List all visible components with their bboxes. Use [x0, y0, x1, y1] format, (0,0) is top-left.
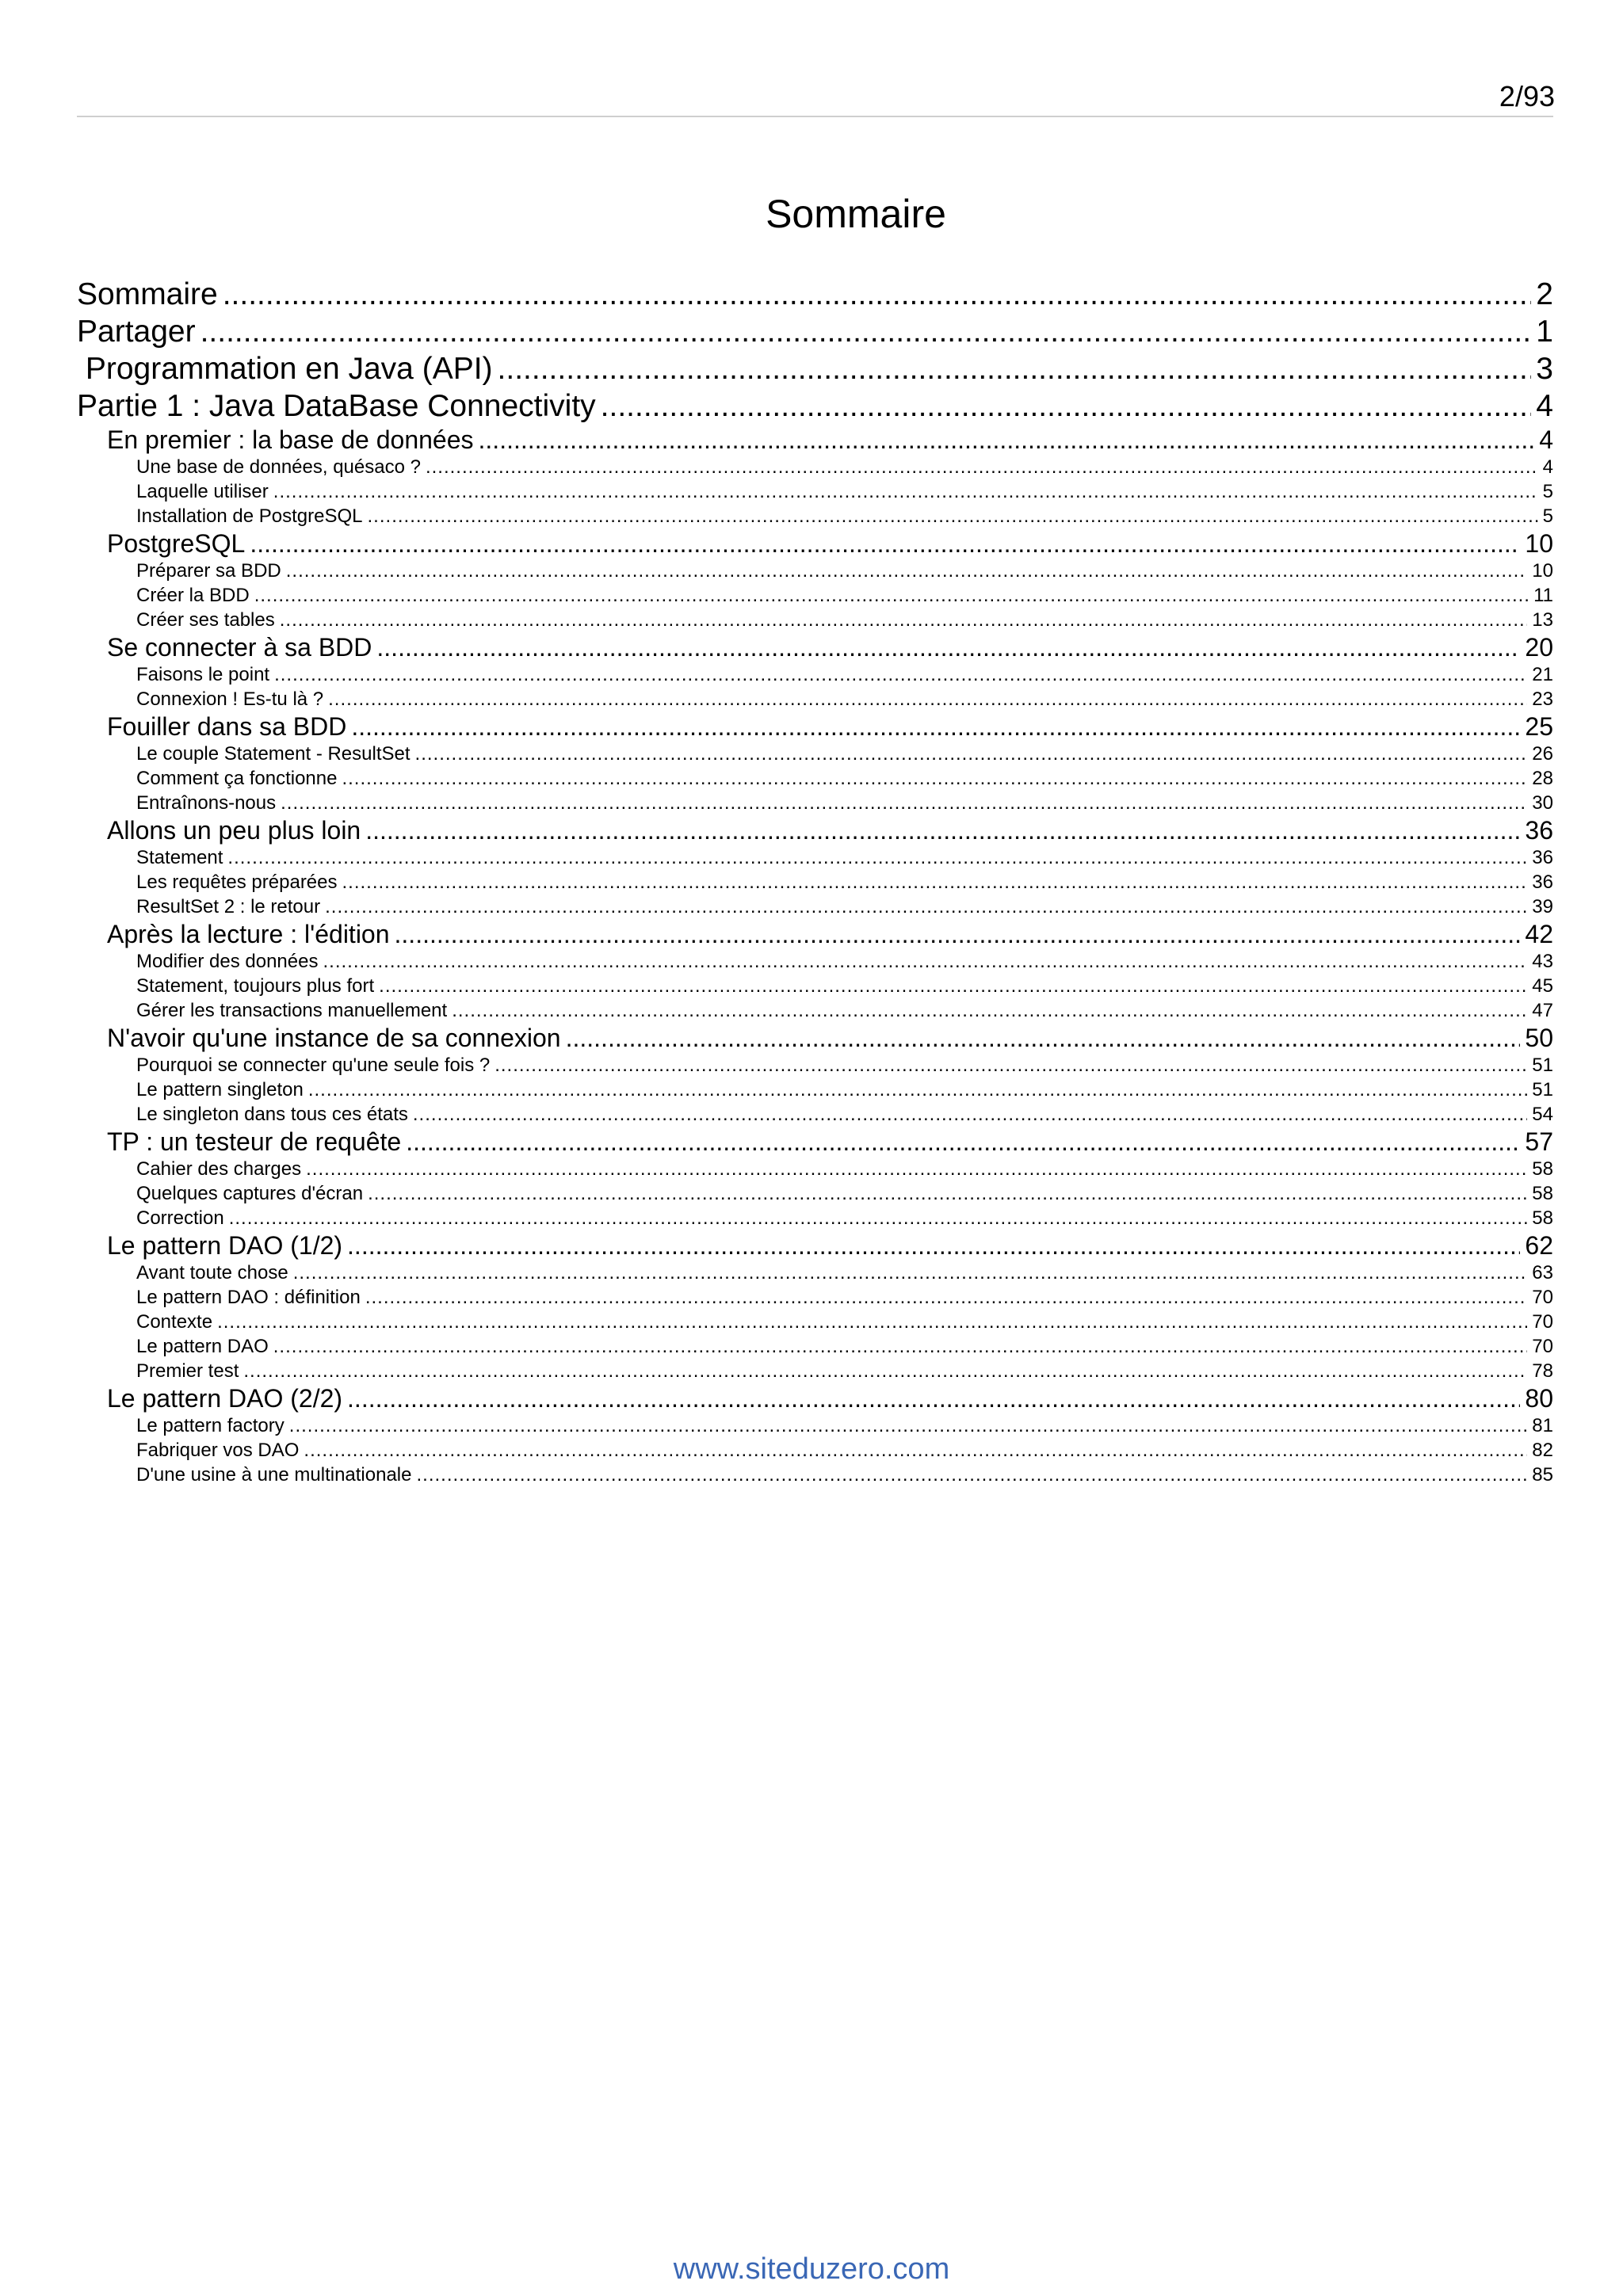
toc-entry-level-3[interactable] — [77, 1102, 1553, 1127]
toc-entry-level-1[interactable] — [77, 387, 1553, 425]
toc-entry-page-number: 36 — [1532, 847, 1553, 868]
toc-entry-label: Installation de PostgreSQL — [136, 505, 363, 527]
toc-entry-level-3[interactable] — [77, 998, 1553, 1023]
toc-entry-label: Laquelle utiliser — [136, 481, 269, 502]
toc-entry-label: Cahier des charges — [136, 1158, 302, 1180]
toc-entry-page-number: 81 — [1532, 1415, 1553, 1436]
toc-dot-leader — [426, 455, 1538, 479]
toc-dot-leader — [365, 1285, 1527, 1310]
toc-entry-page-number: 3 — [1536, 352, 1553, 386]
toc-dot-leader — [254, 583, 1529, 608]
toc-entry-level-3[interactable] — [77, 583, 1553, 608]
toc-entry-level-3[interactable] — [77, 559, 1553, 583]
toc-entry-level-3[interactable] — [77, 742, 1553, 766]
toc-dot-leader — [379, 974, 1527, 998]
toc-entry-level-3[interactable] — [77, 1310, 1553, 1334]
toc-entry-label: Créer ses tables — [136, 609, 275, 631]
toc-entry-label: Le pattern DAO (2/2) — [107, 1384, 343, 1413]
toc-dot-leader — [342, 870, 1528, 894]
toc-dot-leader — [347, 1230, 1520, 1261]
toc-entry-page-number: 45 — [1532, 975, 1553, 997]
toc-dot-leader — [325, 894, 1527, 919]
toc-entry-page-number: 58 — [1532, 1183, 1553, 1204]
toc-entry-page-number: 21 — [1532, 664, 1553, 685]
table-of-contents — [77, 276, 1553, 1487]
toc-entry-label: Le couple Statement - ResultSet — [136, 743, 411, 765]
toc-entry-level-3[interactable] — [77, 1053, 1553, 1077]
toc-entry-page-number: 2 — [1536, 277, 1553, 311]
toc-entry-label: Fabriquer vos DAO — [136, 1440, 300, 1461]
toc-dot-leader — [601, 387, 1532, 425]
toc-entry-label: Le singleton dans tous ces états — [136, 1104, 408, 1125]
toc-entry-label: N'avoir qu'une instance de sa connexion — [107, 1024, 561, 1052]
toc-entry-label: Pourquoi se connecter qu'une seule fois ? — [136, 1055, 491, 1076]
toc-entry-level-3[interactable] — [77, 1334, 1553, 1359]
toc-dot-leader — [227, 845, 1527, 870]
toc-dot-leader — [286, 559, 1528, 583]
toc-dot-leader — [323, 949, 1527, 974]
toc-entry-page-number: 54 — [1532, 1104, 1553, 1125]
toc-entry-level-3[interactable] — [77, 1261, 1553, 1285]
toc-dot-leader — [200, 313, 1532, 350]
toc-dot-leader — [498, 350, 1532, 387]
toc-entry-label: Se connecter à sa BDD — [107, 633, 372, 662]
toc-entry-label: D'une usine à une multinationale — [136, 1464, 412, 1486]
toc-entry-label: Premier test — [136, 1360, 239, 1382]
toc-entry-label: Statement — [136, 847, 223, 868]
toc-dot-leader — [293, 1261, 1528, 1285]
toc-entry-page-number: 36 — [1525, 816, 1553, 845]
toc-entry-level-3[interactable] — [77, 791, 1553, 815]
toc-entry-label: Comment ça fonctionne — [136, 768, 338, 789]
toc-entry-label: Le pattern DAO (1/2) — [107, 1231, 343, 1260]
toc-dot-leader — [342, 766, 1527, 791]
toc-entry-page-number: 4 — [1542, 456, 1553, 478]
toc-dot-leader — [217, 1310, 1527, 1334]
toc-dot-leader — [347, 1383, 1520, 1413]
toc-entry-page-number: 70 — [1532, 1287, 1553, 1308]
toc-entry-page-number: 39 — [1532, 896, 1553, 917]
toc-entry-level-3[interactable] — [77, 974, 1553, 998]
toc-entry-page-number: 1 — [1536, 315, 1553, 349]
toc-entry-level-2[interactable] — [77, 1383, 1553, 1413]
toc-entry-label: Modifier des données — [136, 951, 319, 972]
toc-entry-level-3[interactable] — [77, 1438, 1553, 1463]
toc-entry-page-number: 50 — [1525, 1024, 1553, 1052]
toc-entry-page-number: 70 — [1532, 1336, 1553, 1357]
toc-entry-level-1[interactable] — [77, 350, 1553, 387]
toc-dot-leader — [566, 1023, 1521, 1053]
toc-entry-page-number: 80 — [1525, 1384, 1553, 1413]
toc-dot-leader — [406, 1127, 1520, 1157]
toc-entry-label: Gérer les transactions manuellement — [136, 1000, 448, 1021]
toc-dot-leader — [328, 687, 1527, 711]
toc-entry-level-3[interactable] — [77, 894, 1553, 919]
toc-dot-leader — [416, 1463, 1527, 1487]
toc-entry-level-3[interactable] — [77, 608, 1553, 632]
toc-entry-label: Le pattern factory — [136, 1415, 285, 1436]
toc-entry-page-number: 58 — [1532, 1158, 1553, 1180]
toc-entry-level-3[interactable] — [77, 687, 1553, 711]
toc-entry-level-2[interactable] — [77, 1023, 1553, 1053]
toc-entry-level-3[interactable] — [77, 662, 1553, 687]
toc-dot-leader — [495, 1053, 1527, 1077]
toc-dot-leader — [289, 1413, 1528, 1438]
toc-entry-level-2[interactable] — [77, 528, 1553, 559]
toc-entry-level-2[interactable] — [77, 425, 1553, 455]
toc-entry-level-3[interactable] — [77, 766, 1553, 791]
toc-entry-page-number: 25 — [1525, 712, 1553, 741]
toc-entry-label: Programmation en Java (API) — [77, 352, 493, 386]
toc-dot-leader — [368, 504, 1538, 528]
toc-entry-level-3[interactable] — [77, 1359, 1553, 1383]
toc-entry-label: Partager — [77, 315, 196, 349]
toc-entry-label: TP : un testeur de requête — [107, 1127, 402, 1156]
toc-entry-label: PostgreSQL — [107, 529, 246, 558]
toc-entry-page-number: 4 — [1536, 389, 1553, 423]
toc-entry-page-number: 30 — [1532, 792, 1553, 814]
toc-dot-leader — [365, 815, 1520, 845]
toc-dot-leader — [306, 1157, 1527, 1181]
toc-entry-level-3[interactable] — [77, 845, 1553, 870]
page-number: 2/93 — [1499, 80, 1555, 113]
toc-entry-label: Les requêtes préparées — [136, 871, 338, 893]
toc-entry-label: Le pattern DAO — [136, 1336, 269, 1357]
toc-entry-page-number: 51 — [1532, 1079, 1553, 1100]
toc-dot-leader — [273, 1334, 1528, 1359]
toc-entry-page-number: 42 — [1525, 920, 1553, 948]
toc-entry-level-3[interactable] — [77, 1285, 1553, 1310]
toc-dot-leader — [479, 425, 1535, 455]
toc-entry-level-3[interactable] — [77, 1157, 1553, 1181]
toc-entry-label: Après la lecture : l'édition — [107, 920, 390, 948]
toc-entry-level-1[interactable] — [77, 313, 1553, 350]
toc-entry-label: Avant toute chose — [136, 1262, 288, 1283]
toc-dot-leader — [308, 1077, 1527, 1102]
toc-entry-page-number: 10 — [1525, 529, 1553, 558]
toc-entry-label: Contexte — [136, 1311, 213, 1333]
toc-entry-label: Correction — [136, 1207, 224, 1229]
toc-entry-page-number: 82 — [1532, 1440, 1553, 1461]
toc-entry-page-number: 36 — [1532, 871, 1553, 893]
toc-dot-leader — [223, 276, 1532, 313]
toc-dot-leader — [280, 608, 1528, 632]
toc-dot-leader — [229, 1206, 1528, 1230]
toc-entry-page-number: 70 — [1532, 1311, 1553, 1333]
toc-entry-page-number: 58 — [1532, 1207, 1553, 1229]
toc-entry-level-2[interactable] — [77, 711, 1553, 742]
toc-entry-page-number: 10 — [1532, 560, 1553, 582]
toc-entry-page-number: 5 — [1542, 481, 1553, 502]
toc-entry-label: Partie 1 : Java DataBase Connectivity — [77, 389, 596, 423]
toc-entry-page-number: 62 — [1525, 1231, 1553, 1260]
footer-link[interactable]: www.siteduzero.com — [673, 2252, 950, 2286]
toc-entry-page-number: 23 — [1532, 688, 1553, 710]
toc-entry-page-number: 57 — [1525, 1127, 1553, 1156]
toc-entry-level-3[interactable] — [77, 870, 1553, 894]
toc-entry-level-2[interactable] — [77, 632, 1553, 662]
toc-dot-leader — [250, 528, 1520, 559]
toc-entry-label: Créer la BDD — [136, 585, 250, 606]
toc-dot-leader — [395, 919, 1521, 949]
toc-entry-level-1[interactable] — [77, 276, 1553, 313]
toc-entry-level-2[interactable] — [77, 1230, 1553, 1261]
toc-entry-label: Le pattern singleton — [136, 1079, 304, 1100]
header-divider — [77, 116, 1553, 117]
toc-entry-label: Faisons le point — [136, 664, 270, 685]
toc-entry-level-3[interactable] — [77, 1413, 1553, 1438]
toc-entry-page-number: 78 — [1532, 1360, 1553, 1382]
toc-dot-leader — [415, 742, 1528, 766]
toc-entry-level-2[interactable] — [77, 1127, 1553, 1157]
toc-dot-leader — [243, 1359, 1527, 1383]
toc-entry-page-number: 4 — [1539, 425, 1553, 454]
toc-dot-leader — [273, 479, 1538, 504]
toc-entry-level-3[interactable] — [77, 479, 1553, 504]
toc-entry-label: Une base de données, quésaco ? — [136, 456, 421, 478]
toc-dot-leader — [452, 998, 1527, 1023]
toc-entry-page-number: 13 — [1532, 609, 1553, 631]
toc-entry-label: Entraînons-nous — [136, 792, 277, 814]
toc-entry-label: Statement, toujours plus fort — [136, 975, 375, 997]
toc-entry-label: Connexion ! Es-tu là ? — [136, 688, 324, 710]
toc-dot-leader — [413, 1102, 1527, 1127]
toc-entry-level-3[interactable] — [77, 455, 1553, 479]
toc-dot-leader — [274, 662, 1527, 687]
toc-entry-page-number: 28 — [1532, 768, 1553, 789]
toc-entry-level-3[interactable] — [77, 1206, 1553, 1230]
toc-entry-level-3[interactable] — [77, 1077, 1553, 1102]
toc-entry-label: ResultSet 2 : le retour — [136, 896, 321, 917]
toc-entry-page-number: 5 — [1542, 505, 1553, 527]
toc-entry-label: Quelques captures d'écran — [136, 1183, 364, 1204]
toc-entry-page-number: 11 — [1533, 585, 1553, 606]
toc-entry-label: Sommaire — [77, 277, 218, 311]
toc-entry-label: Fouiller dans sa BDD — [107, 712, 347, 741]
toc-entry-page-number: 85 — [1532, 1464, 1553, 1486]
toc-dot-leader — [351, 711, 1520, 742]
toc-entry-page-number: 43 — [1532, 951, 1553, 972]
toc-entry-level-3[interactable] — [77, 1181, 1553, 1206]
toc-dot-leader — [376, 632, 1520, 662]
toc-entry-label: En premier : la base de données — [107, 425, 474, 454]
toc-entry-page-number: 20 — [1525, 633, 1553, 662]
toc-dot-leader — [304, 1438, 1527, 1463]
toc-entry-level-3[interactable] — [77, 949, 1553, 974]
toc-entry-level-2[interactable] — [77, 815, 1553, 845]
toc-entry-page-number: 47 — [1532, 1000, 1553, 1021]
toc-entry-page-number: 51 — [1532, 1055, 1553, 1076]
toc-entry-level-3[interactable] — [77, 1463, 1553, 1487]
toc-dot-leader — [368, 1181, 1527, 1206]
toc-entry-level-2[interactable] — [77, 919, 1553, 949]
toc-entry-page-number: 63 — [1532, 1262, 1553, 1283]
toc-entry-level-3[interactable] — [77, 504, 1553, 528]
toc-entry-page-number: 26 — [1532, 743, 1553, 765]
toc-dot-leader — [281, 791, 1527, 815]
toc-entry-label: Allons un peu plus loin — [107, 816, 361, 845]
toc-entry-label: Préparer sa BDD — [136, 560, 281, 582]
toc-entry-label: Le pattern DAO : définition — [136, 1287, 361, 1308]
page-title: Sommaire — [766, 192, 946, 236]
